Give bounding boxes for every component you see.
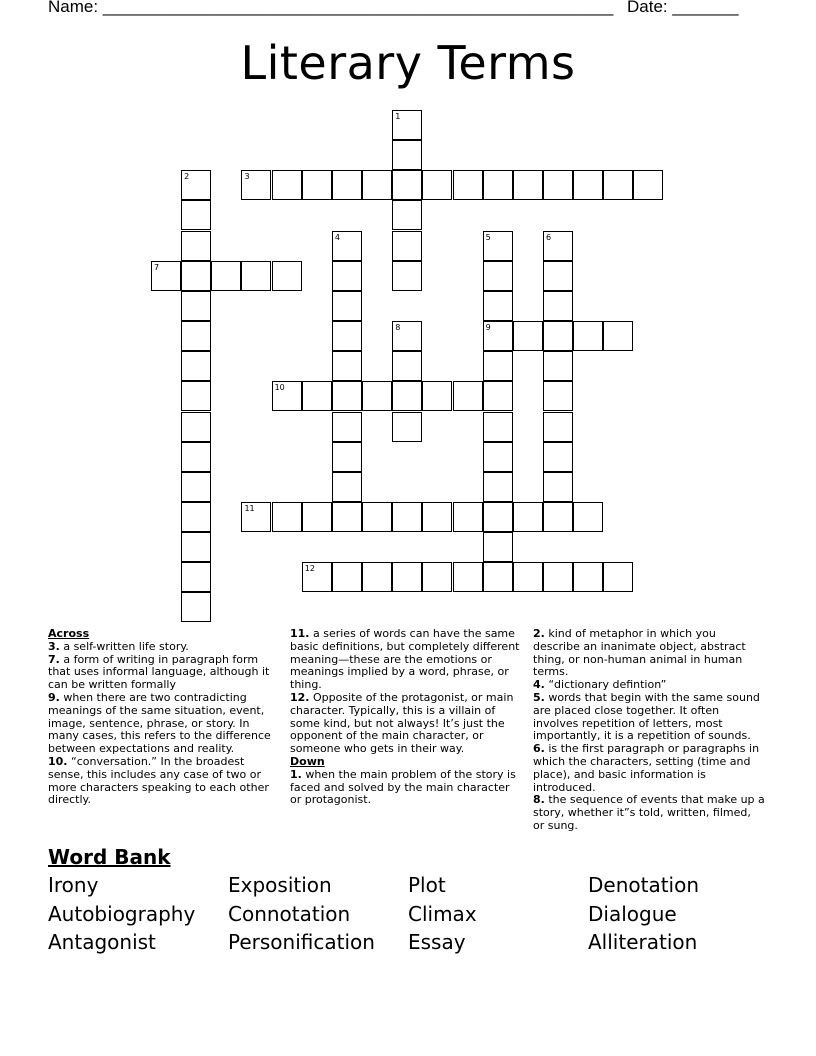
crossword-cell[interactable] (241, 261, 271, 291)
crossword-cell[interactable] (483, 472, 513, 502)
crossword-cell[interactable] (362, 502, 392, 532)
crossword-cell[interactable] (392, 140, 422, 170)
crossword-cell[interactable] (181, 472, 211, 502)
crossword-cell[interactable] (332, 261, 362, 291)
clue-column-1 (48, 628, 280, 807)
crossword-cell[interactable] (483, 261, 513, 291)
crossword-cell[interactable] (483, 532, 513, 562)
crossword-cell[interactable] (603, 170, 633, 200)
clue-column-3 (533, 628, 765, 833)
crossword-cell[interactable] (483, 291, 513, 321)
clue-item-text: when the main problem of the story is faced and solved by the main character or protagonist. (290, 767, 516, 807)
clue-item (290, 628, 522, 692)
clue-section-heading: Across (48, 627, 90, 640)
word-bank-item: Denotation (588, 873, 700, 897)
clue-item-number: 10. (48, 754, 68, 768)
crossword-cell[interactable] (272, 502, 302, 532)
clue-item (48, 756, 280, 807)
clue-number: 6 (545, 232, 552, 242)
crossword-cell[interactable] (483, 412, 513, 442)
crossword-cell[interactable] (453, 381, 483, 411)
crossword-cell[interactable] (543, 472, 573, 502)
crossword-cell[interactable] (332, 412, 362, 442)
crossword-cell[interactable] (543, 442, 573, 472)
clue-item (533, 692, 765, 743)
crossword-cell[interactable] (332, 472, 362, 502)
clue-number: 3 (244, 172, 250, 182)
crossword-cell[interactable] (513, 170, 543, 200)
crossword-cell[interactable] (181, 381, 211, 411)
crossword-cell[interactable] (573, 502, 603, 532)
crossword-cell[interactable] (392, 502, 422, 532)
crossword-cell[interactable] (181, 532, 211, 562)
clue-item-text: kind of metaphor in which you describe an inanimate object, abstract thing, or non-human animal in human terms. (533, 627, 746, 679)
clue-item-number: 6. (533, 742, 545, 756)
word-bank-item: Irony (48, 873, 99, 897)
crossword-cell[interactable] (181, 502, 211, 532)
clue-item-number: 3. (48, 639, 60, 653)
clue-item (533, 794, 765, 832)
crossword-cell[interactable] (483, 562, 513, 592)
crossword-cell[interactable] (543, 351, 573, 381)
crossword-cell[interactable] (392, 231, 422, 261)
clue-number: 7 (154, 262, 160, 272)
crossword-cell[interactable] (543, 412, 573, 442)
crossword-cell[interactable] (362, 170, 392, 200)
clue-item-text: a self-written life story. (59, 639, 189, 653)
crossword-cell[interactable] (392, 381, 422, 411)
crossword-cell[interactable] (181, 351, 211, 381)
clue-item-text: words that begin with the same sound are placed close together. It often involves repetition of letters, most importantly, it is a repetition of sounds. (533, 690, 760, 743)
crossword-cell[interactable] (513, 562, 543, 592)
date-field-label: Date: _______ (627, 0, 739, 16)
clue-item-number: 12. (290, 690, 310, 704)
word-bank-item: Alliteration (588, 930, 698, 954)
clue-number: 2 (184, 172, 190, 182)
page-title: Literary Terms (240, 36, 576, 90)
clue-item-number: 5. (533, 690, 545, 704)
clue-item-text: a form of writing in paragraph form that uses informal language, although it can be written formally (48, 652, 270, 692)
clue-item-text: “conversation.” In the broadest sense, this includes any case of two or more characters speaking to each other directly. (48, 754, 269, 807)
crossword-cell[interactable] (332, 442, 362, 472)
crossword-cell[interactable] (543, 170, 573, 200)
crossword-cell[interactable] (392, 562, 422, 592)
crossword-cell[interactable] (543, 321, 573, 351)
word-bank-item: Climax (408, 902, 477, 926)
crossword-cell[interactable] (211, 261, 241, 291)
clue-item-text: Opposite of the protagonist, or main character. Typically, this is a villain of some kind, but not always! It’s just the opponent of the main character, or someone who gets in their way. (290, 690, 514, 756)
clue-item-number: 9. (48, 690, 60, 704)
clue-item (290, 692, 522, 756)
crossword-cell[interactable] (633, 170, 663, 200)
clue-number: 10 (274, 383, 285, 393)
crossword-cell[interactable] (272, 170, 302, 200)
word-bank-item: Exposition (228, 873, 332, 897)
clue-item (48, 654, 280, 692)
crossword-cell[interactable] (543, 562, 573, 592)
clue-section-heading: Down (290, 754, 325, 768)
crossword-cell[interactable] (422, 502, 452, 532)
crossword-cell[interactable] (573, 321, 603, 351)
clue-number: 9 (485, 323, 491, 333)
crossword-cell[interactable] (302, 502, 332, 532)
crossword-cell[interactable] (483, 502, 513, 532)
clue-item-number: 1. (290, 767, 302, 781)
crossword-cell[interactable] (573, 170, 603, 200)
clue-number: 1 (395, 112, 401, 121)
crossword-cell[interactable] (483, 381, 513, 411)
crossword-cell[interactable] (392, 351, 422, 381)
crossword-cell[interactable] (392, 261, 422, 291)
word-bank-item: Connotation (228, 902, 351, 926)
crossword-cell[interactable] (302, 381, 332, 411)
crossword-cell[interactable] (332, 291, 362, 321)
crossword-cell[interactable] (603, 321, 633, 351)
crossword-cell[interactable] (543, 502, 573, 532)
crossword-cell[interactable] (422, 562, 452, 592)
crossword-cell[interactable] (181, 562, 211, 592)
crossword-cell[interactable] (603, 562, 633, 592)
clue-item-text: when there are two contradicting meanings of the same situation, event, image, sentence, phrase, or story. In many cases, this refers to the difference between expectations and reality. (48, 690, 271, 756)
word-bank-title: Word Bank (48, 845, 171, 869)
crossword-cell[interactable] (181, 231, 211, 261)
crossword-cell[interactable] (392, 412, 422, 442)
word-bank-item: Essay (408, 930, 466, 954)
crossword-cell[interactable] (513, 502, 543, 532)
crossword-cell[interactable] (332, 562, 362, 592)
clue-column-2 (290, 628, 522, 807)
clue-item-number: 2. (533, 627, 545, 640)
crossword-cell[interactable] (332, 502, 362, 532)
crossword-cell[interactable] (332, 170, 362, 200)
crossword-cell[interactable] (392, 170, 422, 200)
clue-item-text: “dictionary defintion” (544, 678, 667, 692)
clue-number: 5 (485, 232, 491, 242)
word-bank-item: Dialogue (588, 902, 677, 926)
word-bank-item: Personification (228, 930, 375, 954)
crossword-cell[interactable] (543, 261, 573, 291)
clue-item-number: 8. (533, 793, 545, 807)
crossword-cell[interactable] (453, 502, 483, 532)
clue-item (533, 628, 765, 679)
crossword-cell[interactable] (181, 291, 211, 321)
crossword-cell[interactable] (181, 321, 211, 351)
crossword-cell[interactable] (483, 351, 513, 381)
clue-item-number: 4. (533, 678, 545, 692)
clue-item (290, 769, 522, 807)
crossword-cell[interactable] (453, 562, 483, 592)
crossword-cell[interactable] (422, 381, 452, 411)
clue-item-number: 11. (290, 627, 310, 640)
crossword-cell[interactable] (332, 351, 362, 381)
clue-item-text: is the first paragraph or paragraphs in which the characters, setting (time and place), and basic information is introduced. (533, 742, 760, 794)
word-bank-item: Plot (408, 873, 446, 897)
crossword-cell[interactable] (302, 170, 332, 200)
clue-item-number: 7. (48, 652, 60, 666)
word-bank-item: Autobiography (48, 902, 196, 926)
clue-number: 4 (334, 232, 340, 242)
clue-number: 12 (304, 564, 315, 574)
crossword-cell[interactable] (272, 261, 302, 291)
clue-item-text: a series of words can have the same basic definitions, but completely different meaning—these are the emotions or meanings implied by a word, phrase, or thing. (290, 627, 520, 692)
crossword-cell[interactable] (483, 170, 513, 200)
name-field-label: Name: ______________________________________________________ (48, 0, 614, 16)
word-bank-item: Antagonist (48, 930, 156, 954)
clue-number: 8 (395, 323, 401, 333)
clue-item-text: the sequence of events that make up a story, whether it”s told, written, filmed, or sung. (533, 793, 765, 832)
crossword-cell[interactable] (573, 562, 603, 592)
crossword-cell[interactable] (181, 200, 211, 230)
clue-item (48, 692, 280, 756)
crossword-cell[interactable] (181, 442, 211, 472)
crossword-cell[interactable] (453, 170, 483, 200)
crossword-cell[interactable] (422, 170, 452, 200)
crossword-cell[interactable] (181, 261, 211, 291)
crossword-cell[interactable] (362, 381, 392, 411)
crossword-cell[interactable] (543, 291, 573, 321)
crossword-cell[interactable] (181, 592, 211, 622)
crossword-cell[interactable] (392, 200, 422, 230)
crossword-cell[interactable] (543, 381, 573, 411)
clue-number: 11 (244, 503, 255, 513)
crossword-cell[interactable] (362, 562, 392, 592)
clue-item (533, 743, 765, 794)
crossword-cell[interactable] (181, 412, 211, 442)
crossword-cell[interactable] (483, 442, 513, 472)
crossword-cell[interactable] (513, 321, 543, 351)
crossword-cell[interactable] (332, 381, 362, 411)
crossword-cell[interactable] (332, 321, 362, 351)
